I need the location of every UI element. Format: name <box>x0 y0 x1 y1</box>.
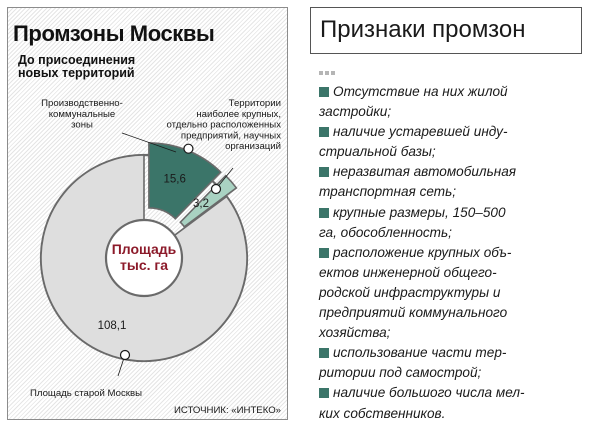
criteria-item-line: расположение крупных объ- <box>319 243 579 263</box>
criteria-item-line: предприятий коммунального <box>319 305 508 321</box>
square-bullet-icon <box>319 388 329 398</box>
callout-marker <box>184 144 193 153</box>
square-bullet-icon <box>319 127 329 137</box>
criteria-item <box>319 203 579 243</box>
criteria-item <box>319 162 579 202</box>
source-note: ИСТОЧНИК: «ИНТЕКО» <box>173 405 281 416</box>
slice-value-label: 108,1 <box>97 320 127 332</box>
criteria-panel <box>310 7 582 420</box>
square-bullet-icon <box>319 167 329 177</box>
chart-subtitle-line: новых территорий <box>18 66 135 80</box>
criteria-item <box>319 343 579 383</box>
criteria-heading: Признаки промзон <box>310 7 582 54</box>
slice-category-label: Производственно-коммунальные зоны <box>41 98 123 131</box>
criteria-item-line: неразвитая автомобильная <box>319 162 579 182</box>
criteria-item-line: использование части тер- <box>319 343 579 363</box>
criteria-item <box>319 122 579 162</box>
square-bullet-icon <box>319 208 329 218</box>
square-bullet-icon <box>319 87 329 97</box>
criteria-item-line: наличие устаревшей инду- <box>319 122 579 142</box>
criteria-item-line: ектов инженерной общего- <box>319 264 497 280</box>
criteria-item-line: Отсутствие на них жилой <box>319 82 579 102</box>
criteria-item-line: хозяйства; <box>319 325 391 341</box>
criteria-item <box>319 243 579 343</box>
callout-marker <box>212 185 221 194</box>
slice-value-label: 15,6 <box>163 173 186 186</box>
square-bullet-icon <box>319 348 329 358</box>
criteria-item-line: ритории под самострой; <box>319 365 482 381</box>
separator-dots <box>319 71 335 75</box>
slice-category-label: Территории наиболее крупных, отдельно расположенных предприятий, научных организаций <box>166 98 281 153</box>
square-bullet-icon <box>319 248 329 258</box>
criteria-item-line: транспортная сеть; <box>319 184 457 200</box>
criteria-item-line: га, обособленность; <box>319 224 452 240</box>
criteria-item <box>319 82 579 122</box>
donut-center-label <box>112 241 177 273</box>
slice-category-label: Площадь старой Москвы <box>30 388 142 399</box>
criteria-item-line: стриальной базы; <box>319 144 436 160</box>
donut-center-label-line: тыс. га <box>120 257 168 273</box>
callout-marker <box>121 351 130 360</box>
criteria-item-line: родской инфраструктуры и <box>319 284 501 300</box>
criteria-item-line: крупные размеры, 150–500 <box>319 203 579 223</box>
criteria-item-line: ких собственников. <box>319 405 446 421</box>
criteria-item <box>319 383 579 423</box>
chart-subtitle-line: До присоединения <box>18 53 136 67</box>
criteria-item-line: наличие большого числа мел- <box>319 383 579 403</box>
criteria-item-line: застройки; <box>319 104 392 120</box>
criteria-list <box>319 82 579 424</box>
donut-center-label-line: Площадь <box>111 241 177 257</box>
slice-value-label: 3,2 <box>193 198 209 210</box>
chart-title: Промзоны Москвы <box>13 21 215 46</box>
